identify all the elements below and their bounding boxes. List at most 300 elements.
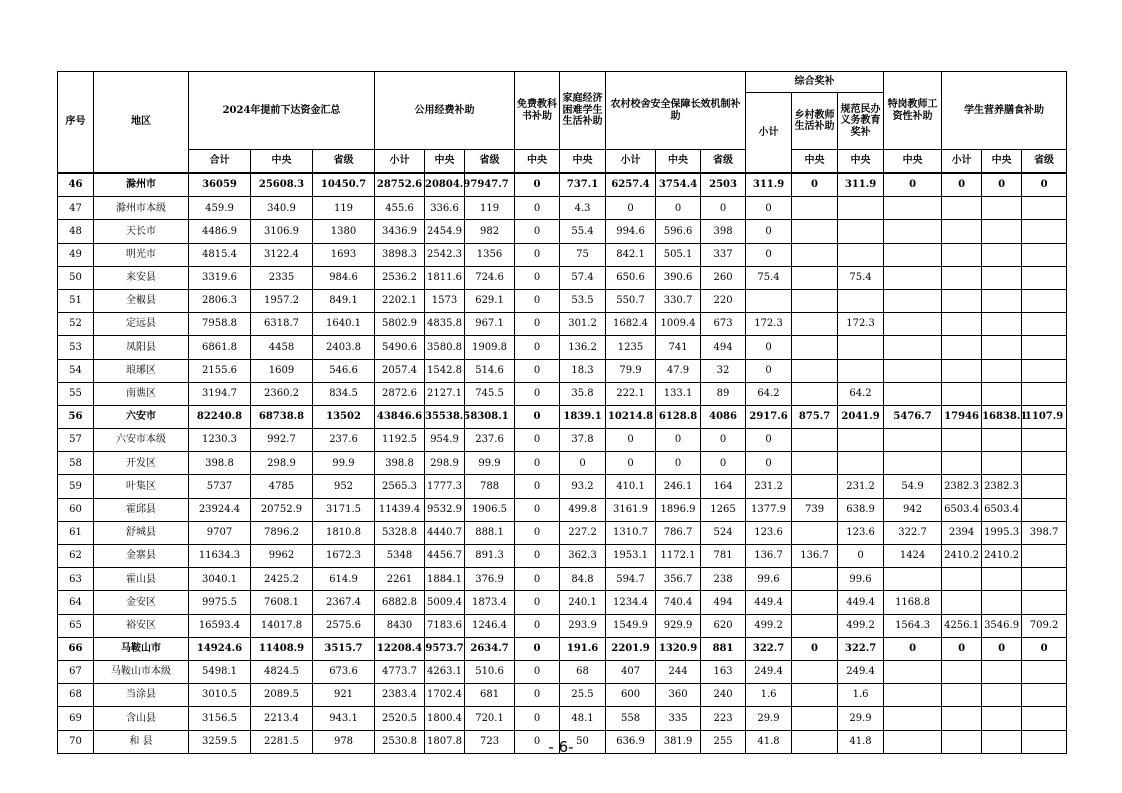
table-cell: 1810.8 [313, 521, 375, 544]
table-cell: 1573 [425, 289, 465, 312]
table-cell [1022, 313, 1067, 336]
row-region: 六安市本级 [94, 429, 189, 452]
table-cell: 2520.5 [375, 707, 425, 730]
table-cell: 1884.1 [425, 568, 465, 591]
row-region: 舒城县 [94, 521, 189, 544]
table-cell: 2542.3 [425, 243, 465, 266]
table-cell: 2202.1 [375, 289, 425, 312]
table-cell: 0 [982, 637, 1022, 660]
table-cell [884, 660, 942, 683]
table-cell: 0 [746, 220, 792, 243]
table-cell: 2917.6 [746, 405, 792, 428]
table-cell: 5009.4 [425, 591, 465, 614]
table-cell: 842.1 [606, 243, 656, 266]
table-cell: 6861.8 [189, 336, 251, 359]
table-cell: 1265 [701, 498, 746, 521]
table-cell: 1682.4 [606, 313, 656, 336]
table-cell: 1320.9 [656, 637, 701, 660]
row-region: 金安区 [94, 591, 189, 614]
table-cell [884, 266, 942, 289]
table-cell: 14924.6 [189, 637, 251, 660]
header-rural-teacher: 乡村教师生活补助 [792, 93, 838, 150]
table-cell: 0 [515, 591, 560, 614]
row-region: 滁州市 [94, 173, 189, 197]
row-region: 六安市 [94, 405, 189, 428]
table-cell: 1672.3 [313, 545, 375, 568]
table-cell: 2261 [375, 568, 425, 591]
table-cell: 499.2 [838, 614, 884, 637]
table-cell: 6503.4 [982, 498, 1022, 521]
table-cell: 381.9 [656, 730, 701, 753]
table-cell: 237.6 [465, 429, 515, 452]
table-cell: 0 [746, 197, 792, 220]
table-cell [792, 707, 838, 730]
table-cell: 123.6 [838, 521, 884, 544]
table-cell: 99.9 [313, 452, 375, 475]
table-cell: 16838.1 [982, 405, 1022, 428]
table-cell: 0 [792, 637, 838, 660]
table-cell: 0 [560, 452, 606, 475]
table-cell: 311.9 [746, 173, 792, 197]
table-cell: 1192.5 [375, 429, 425, 452]
table-cell: 4785 [251, 475, 313, 498]
table-cell: 407 [606, 660, 656, 683]
row-region: 开发区 [94, 452, 189, 475]
table-cell: 9962 [251, 545, 313, 568]
funds-table [57, 71, 1067, 754]
table-cell: 596.6 [656, 220, 701, 243]
table-cell: 398 [701, 220, 746, 243]
table-cell [982, 266, 1022, 289]
table-cell: 53.5 [560, 289, 606, 312]
table-cell: 13502 [313, 405, 375, 428]
table-cell: 322.7 [746, 637, 792, 660]
table-cell [792, 266, 838, 289]
table-cell: 64.2 [838, 382, 884, 405]
table-cell: 6257.4 [606, 173, 656, 197]
table-cell: 9975.5 [189, 591, 251, 614]
row-seq: 55 [58, 382, 94, 405]
table-body [58, 173, 1067, 753]
row-seq: 46 [58, 173, 94, 197]
table-cell: 2530.8 [375, 730, 425, 753]
table-cell: 231.2 [746, 475, 792, 498]
table-cell [982, 197, 1022, 220]
table-row [58, 382, 1067, 405]
table-cell: 2425.2 [251, 568, 313, 591]
table-cell [942, 382, 982, 405]
table-cell [942, 568, 982, 591]
table-cell: 89 [701, 382, 746, 405]
table-cell [838, 243, 884, 266]
table-cell: 7896.2 [251, 521, 313, 544]
table-row [58, 568, 1067, 591]
sub-provincial: 省级 [1022, 150, 1067, 174]
table-cell: 2410.2 [942, 545, 982, 568]
table-cell: 1909.8 [465, 336, 515, 359]
table-cell: 0 [515, 684, 560, 707]
table-cell: 745.5 [465, 382, 515, 405]
table-cell: 921 [313, 684, 375, 707]
table-cell: 0 [884, 637, 942, 660]
table-cell: 322.7 [884, 521, 942, 544]
table-cell: 68 [560, 660, 606, 683]
table-cell: 2872.6 [375, 382, 425, 405]
table-row [58, 684, 1067, 707]
table-cell: 3171.5 [313, 498, 375, 521]
table-cell: 1609 [251, 359, 313, 382]
table-cell: 3898.3 [375, 243, 425, 266]
table-cell [838, 359, 884, 382]
table-cell: 558 [606, 707, 656, 730]
table-cell: 1.6 [838, 684, 884, 707]
header-comprehensive: 综合奖补 [746, 72, 884, 93]
table-cell: 249.4 [838, 660, 884, 683]
table-cell [792, 684, 838, 707]
table-cell: 614.9 [313, 568, 375, 591]
table-cell: 3319.6 [189, 266, 251, 289]
table-cell: 2806.3 [189, 289, 251, 312]
table-cell: 3754.4 [656, 173, 701, 197]
table-cell: 650.6 [606, 266, 656, 289]
table-cell [884, 707, 942, 730]
table-cell: 0 [701, 197, 746, 220]
table-cell [838, 336, 884, 359]
table-cell: 3122.4 [251, 243, 313, 266]
table-cell: 237.6 [313, 429, 375, 452]
header-summary: 2024年提前下达资金汇总 [189, 72, 375, 150]
table-cell: 720.1 [465, 707, 515, 730]
table-cell: 6128.8 [656, 405, 701, 428]
table-cell: 0 [515, 730, 560, 753]
table-cell: 4456.7 [425, 545, 465, 568]
row-region: 全椒县 [94, 289, 189, 312]
row-region: 霍山县 [94, 568, 189, 591]
table-cell: 223 [701, 707, 746, 730]
table-cell: 2503 [701, 173, 746, 197]
table-cell: 7608.1 [251, 591, 313, 614]
table-cell [884, 243, 942, 266]
table-row [58, 266, 1067, 289]
table-cell [982, 707, 1022, 730]
table-cell [982, 336, 1022, 359]
table-cell: 992.7 [251, 429, 313, 452]
table-cell: 231.2 [838, 475, 884, 498]
table-cell [1022, 545, 1067, 568]
row-region: 当涂县 [94, 684, 189, 707]
table-cell [982, 591, 1022, 614]
table-cell: 172.3 [746, 313, 792, 336]
table-cell: 0 [515, 707, 560, 730]
table-cell: 0 [515, 475, 560, 498]
sub-provincial: 省级 [313, 150, 375, 174]
table-cell: 2394 [942, 521, 982, 544]
table-cell [942, 289, 982, 312]
table-cell: 3010.5 [189, 684, 251, 707]
table-row [58, 475, 1067, 498]
row-seq: 66 [58, 637, 94, 660]
table-cell: 25608.3 [251, 173, 313, 197]
table-cell: 0 [1022, 173, 1067, 197]
table-cell [884, 684, 942, 707]
table-cell: 449.4 [746, 591, 792, 614]
table-cell: 79.9 [606, 359, 656, 382]
table-row [58, 405, 1067, 428]
table-cell: 600 [606, 684, 656, 707]
table-cell: 849.1 [313, 289, 375, 312]
table-row [58, 660, 1067, 683]
table-cell: 36059 [189, 173, 251, 197]
table-cell: 5498.1 [189, 660, 251, 683]
table-cell: 943.1 [313, 707, 375, 730]
row-region: 和 县 [94, 730, 189, 753]
table-cell [982, 313, 1022, 336]
table-cell: 0 [515, 452, 560, 475]
table-cell: 1542.8 [425, 359, 465, 382]
table-cell: 240 [701, 684, 746, 707]
table-cell: 32 [701, 359, 746, 382]
table-cell: 75.4 [838, 266, 884, 289]
table-cell: 9707 [189, 521, 251, 544]
table-cell: 55.4 [560, 220, 606, 243]
table-cell: 942 [884, 498, 942, 521]
table-cell: 967.1 [465, 313, 515, 336]
table-cell [982, 382, 1022, 405]
table-cell: 330.7 [656, 289, 701, 312]
table-cell: 3580.8 [425, 336, 465, 359]
table-cell: 2383.4 [375, 684, 425, 707]
table-cell: 0 [515, 173, 560, 197]
table-cell: 7947.7 [465, 173, 515, 197]
row-region: 滁州市本级 [94, 197, 189, 220]
table-cell: 260 [701, 266, 746, 289]
table-cell: 4263.1 [425, 660, 465, 683]
table-cell: 0 [515, 568, 560, 591]
table-cell: 9573.7 [425, 637, 465, 660]
table-cell: 5476.7 [884, 405, 942, 428]
table-cell [792, 197, 838, 220]
sub-central: 中央 [656, 150, 701, 174]
table-cell: 20752.9 [251, 498, 313, 521]
table-cell: 781 [701, 545, 746, 568]
table-cell: 84.8 [560, 568, 606, 591]
table-cell: 0 [515, 405, 560, 428]
table-cell: 249.4 [746, 660, 792, 683]
table-cell: 5490.6 [375, 336, 425, 359]
table-cell: 227.2 [560, 521, 606, 544]
sub-total: 合计 [189, 150, 251, 174]
table-cell: 1246.4 [465, 614, 515, 637]
header-seq: 序号 [58, 72, 94, 174]
table-cell: 2536.2 [375, 266, 425, 289]
table-cell: 255 [701, 730, 746, 753]
row-seq: 61 [58, 521, 94, 544]
table-cell: 681 [465, 684, 515, 707]
table-cell: 2575.6 [313, 614, 375, 637]
table-cell: 2155.6 [189, 359, 251, 382]
table-cell: 638.9 [838, 498, 884, 521]
table-cell [1022, 289, 1067, 312]
table-cell: 133.1 [656, 382, 701, 405]
table-cell [942, 359, 982, 382]
table-cell [982, 359, 1022, 382]
table-cell: 123.6 [746, 521, 792, 544]
table-cell [1022, 591, 1067, 614]
row-region: 凤阳县 [94, 336, 189, 359]
row-seq: 57 [58, 429, 94, 452]
row-seq: 53 [58, 336, 94, 359]
table-cell: 3259.5 [189, 730, 251, 753]
table-cell: 99.6 [746, 568, 792, 591]
table-cell: 0 [838, 545, 884, 568]
table-cell: 494 [701, 336, 746, 359]
row-seq: 60 [58, 498, 94, 521]
table-cell [1022, 452, 1067, 475]
table-cell [746, 289, 792, 312]
row-seq: 49 [58, 243, 94, 266]
table-cell: 376.9 [465, 568, 515, 591]
table-cell [884, 289, 942, 312]
table-cell [792, 359, 838, 382]
table-cell [942, 336, 982, 359]
table-cell: 163 [701, 660, 746, 683]
table-row [58, 452, 1067, 475]
table-cell: 20804.9 [425, 173, 465, 197]
row-seq: 52 [58, 313, 94, 336]
table-cell: 982 [465, 220, 515, 243]
header-private-reward: 规范民办义务教育奖补 [838, 93, 884, 150]
table-cell: 0 [515, 359, 560, 382]
table-cell: 244 [656, 660, 701, 683]
table-cell: 673.6 [313, 660, 375, 683]
table-cell: 0 [515, 498, 560, 521]
table-cell: 0 [515, 220, 560, 243]
table-cell: 1811.6 [425, 266, 465, 289]
row-region: 琅琊区 [94, 359, 189, 382]
table-cell: 546.6 [313, 359, 375, 382]
table-cell [838, 289, 884, 312]
table-cell: 1807.8 [425, 730, 465, 753]
table-cell: 5802.9 [375, 313, 425, 336]
table-row [58, 521, 1067, 544]
header-comprehensive-subtotal: 小计 [746, 93, 792, 174]
table-cell: 0 [606, 197, 656, 220]
sub-central: 中央 [251, 150, 313, 174]
row-region: 叶集区 [94, 475, 189, 498]
table-cell: 298.9 [425, 452, 465, 475]
table-cell: 54.9 [884, 475, 942, 498]
table-cell [942, 266, 982, 289]
table-cell: 4835.8 [425, 313, 465, 336]
table-cell: 0 [701, 452, 746, 475]
table-cell: 2634.7 [465, 637, 515, 660]
table-cell: 29.9 [746, 707, 792, 730]
table-cell: 35538.5 [425, 405, 465, 428]
table-cell: 2041.9 [838, 405, 884, 428]
table-cell [792, 382, 838, 405]
table-cell: 3546.9 [982, 614, 1022, 637]
table-cell: 2360.2 [251, 382, 313, 405]
table-cell: 7183.6 [425, 614, 465, 637]
row-region: 南谯区 [94, 382, 189, 405]
table-cell: 881 [701, 637, 746, 660]
table-cell [942, 197, 982, 220]
table-cell: 3156.5 [189, 707, 251, 730]
table-cell: 1356 [465, 243, 515, 266]
table-cell [884, 568, 942, 591]
row-seq: 68 [58, 684, 94, 707]
table-row [58, 591, 1067, 614]
table-cell: 741 [656, 336, 701, 359]
row-region: 天长市 [94, 220, 189, 243]
table-cell: 1702.4 [425, 684, 465, 707]
row-seq: 69 [58, 707, 94, 730]
table-cell [982, 289, 1022, 312]
table-cell: 4086 [701, 405, 746, 428]
table-cell [942, 707, 982, 730]
table-cell: 550.7 [606, 289, 656, 312]
table-row [58, 637, 1067, 660]
row-region: 裕安区 [94, 614, 189, 637]
row-region: 马鞍山市 [94, 637, 189, 660]
table-cell: 1564.3 [884, 614, 942, 637]
table-cell: 2213.4 [251, 707, 313, 730]
table-cell: 0 [746, 359, 792, 382]
table-cell: 0 [515, 197, 560, 220]
table-cell: 3161.9 [606, 498, 656, 521]
row-seq: 64 [58, 591, 94, 614]
table-cell: 337 [701, 243, 746, 266]
table-cell: 0 [701, 429, 746, 452]
table-cell: 360 [656, 684, 701, 707]
sub-subtotal: 小计 [375, 150, 425, 174]
table-cell: 2565.3 [375, 475, 425, 498]
table-cell: 5737 [189, 475, 251, 498]
table-cell: 6882.8 [375, 591, 425, 614]
table-cell: 723 [465, 730, 515, 753]
table-cell [884, 429, 942, 452]
table-cell: 41.8 [838, 730, 884, 753]
row-seq: 65 [58, 614, 94, 637]
table-cell: 3040.1 [189, 568, 251, 591]
table-cell [838, 197, 884, 220]
table-cell: 499.8 [560, 498, 606, 521]
table-cell: 119 [465, 197, 515, 220]
table-cell: 673 [701, 313, 746, 336]
table-cell: 0 [746, 243, 792, 266]
table-cell: 739 [792, 498, 838, 521]
table-cell: 2410.2 [982, 545, 1022, 568]
table-cell: 1424 [884, 545, 942, 568]
table-cell: 2335 [251, 266, 313, 289]
table-cell: 2281.5 [251, 730, 313, 753]
table-cell [884, 382, 942, 405]
table-cell [1022, 498, 1067, 521]
table-cell: 0 [982, 173, 1022, 197]
table-cell [982, 429, 1022, 452]
table-cell [792, 429, 838, 452]
table-cell: 14017.8 [251, 614, 313, 637]
table-cell: 875.7 [792, 405, 838, 428]
table-cell: 136.7 [746, 545, 792, 568]
table-cell: 1693 [313, 243, 375, 266]
table-cell [1022, 266, 1067, 289]
table-cell: 75 [560, 243, 606, 266]
row-seq: 47 [58, 197, 94, 220]
row-seq: 67 [58, 660, 94, 683]
table-cell: 0 [656, 197, 701, 220]
table-cell: 1873.4 [465, 591, 515, 614]
